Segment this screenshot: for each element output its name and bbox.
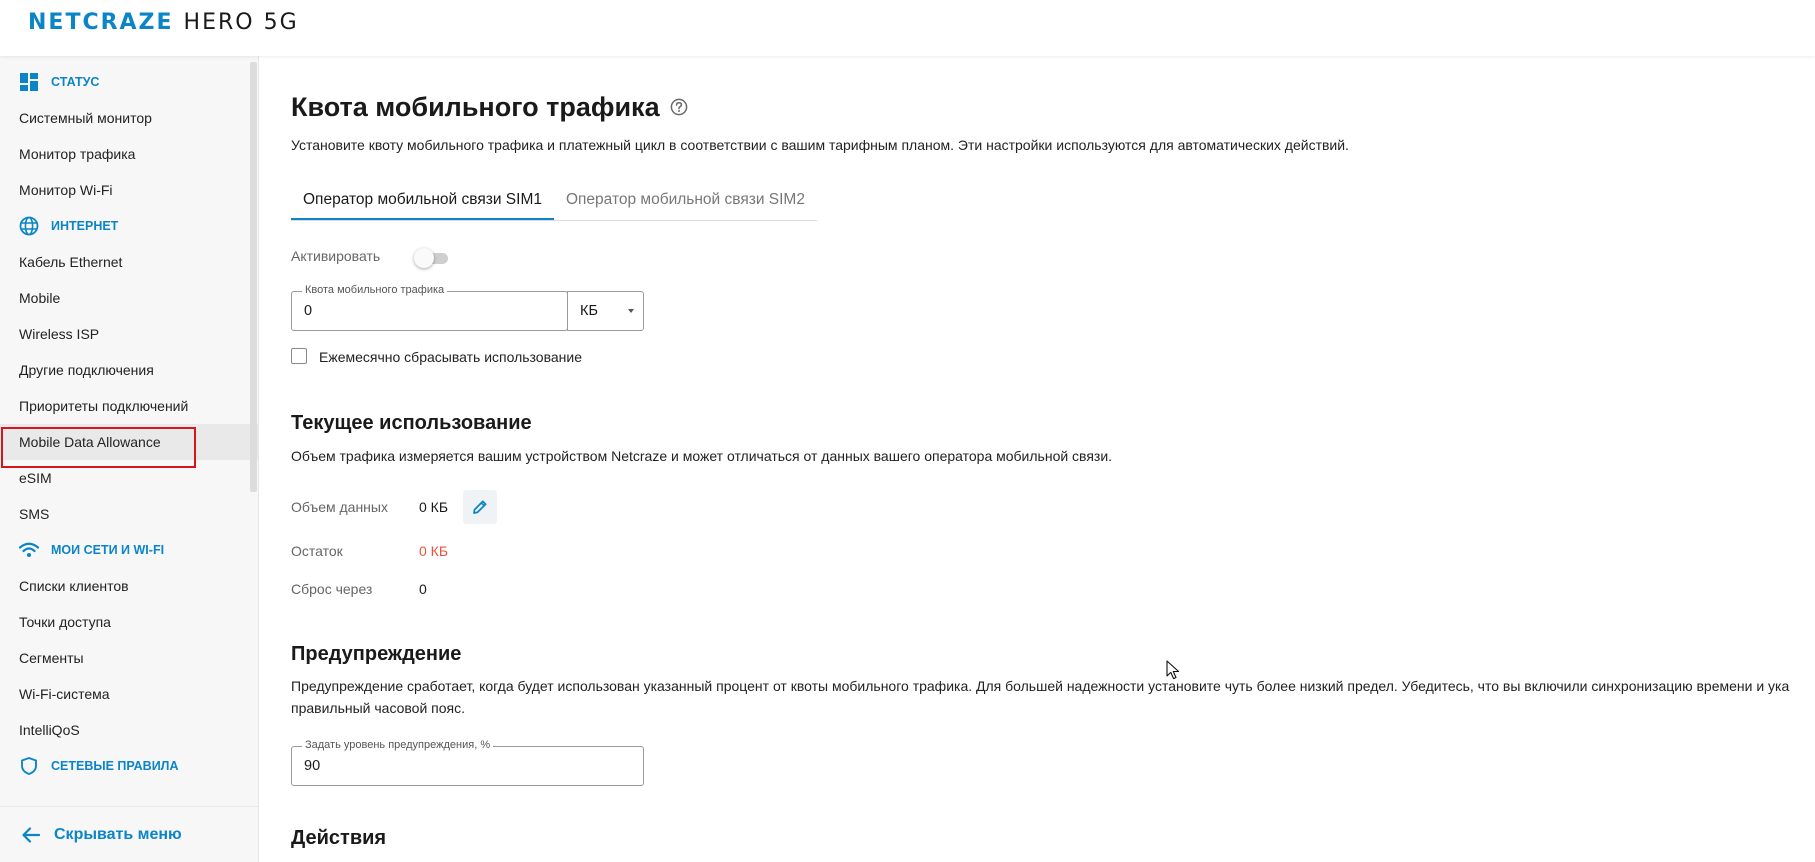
pencil-icon	[472, 499, 488, 515]
sidebar-section-my-networks[interactable]	[0, 532, 258, 568]
sim-tabs	[291, 180, 817, 221]
logo-model: HERO 5G	[183, 10, 299, 35]
sidebar-section-label: СЕТЕВЫЕ ПРАВИЛА	[51, 759, 179, 773]
data-volume-label: Объем данных	[291, 499, 388, 515]
main-content	[291, 56, 1815, 862]
remaining-label: Остаток	[291, 543, 343, 559]
sidebar-item-label: Mobile Data Allowance	[19, 434, 161, 450]
mouse-cursor-icon	[1166, 660, 1180, 680]
page-description: Установите квоту мобильного трафика и платежный цикл в соответствии с вашим тарифным планом. Эти настройки используются для автоматических действий.	[291, 137, 1349, 153]
sidebar-item-mobile[interactable]: Mobile	[19, 290, 61, 306]
sidebar-item-intelliqos[interactable]: IntelliQoS	[19, 722, 80, 738]
dashboard-icon	[19, 72, 39, 92]
globe-icon	[19, 216, 39, 236]
sidebar-item-sms[interactable]: SMS	[19, 506, 50, 522]
page-title	[291, 92, 688, 123]
sidebar-item-connection-priorities[interactable]: Приоритеты подключений	[19, 398, 189, 414]
quota-input-legend: Квота мобильного трафика	[302, 284, 447, 296]
quota-input-value: 0	[304, 303, 313, 319]
collapse-menu-label: Скрывать меню	[54, 825, 182, 843]
sidebar-item-wifi-monitor[interactable]: Монитор Wi-Fi	[19, 182, 113, 198]
sidebar-item-ethernet[interactable]: Кабель Ethernet	[19, 254, 123, 270]
sidebar-item-other-connections[interactable]: Другие подключения	[19, 362, 154, 378]
sidebar-section-label: СТАТУС	[51, 75, 100, 89]
sidebar-item-wifi-system[interactable]: Wi-Fi-система	[19, 686, 110, 702]
sidebar-scrollbar[interactable]	[250, 62, 258, 492]
reset-in-value: 0	[419, 581, 427, 597]
warning-level-legend: Задать уровень предупреждения, %	[302, 739, 493, 751]
reset-in-label: Сброс через	[291, 581, 373, 597]
help-icon[interactable]	[670, 92, 688, 123]
sidebar-item-segments[interactable]: Сегменты	[19, 650, 84, 666]
warning-description-line1: Предупреждение сработает, когда будет использован указанный процент от квоты мобильного трафика. Для большей надежности установите чуть более низкий предел. Убедитесь, что вы включили синхронизацию времени и ука	[291, 678, 1790, 694]
quota-input[interactable]	[291, 284, 568, 331]
remaining-value: 0 КБ	[419, 543, 449, 559]
activate-toggle[interactable]	[414, 248, 448, 268]
dropdown-arrow-icon	[628, 309, 634, 313]
sidebar-menu	[0, 56, 258, 806]
top-header	[0, 0, 1815, 56]
activate-label: Активировать	[291, 248, 381, 264]
tab-sim2[interactable]: Оператор мобильной связи SIM2	[565, 191, 805, 208]
logo-brand: NETCRAZE	[28, 10, 174, 35]
wifi-icon	[19, 540, 39, 560]
sidebar-item-access-points[interactable]: Точки доступа	[19, 614, 111, 630]
warning-heading: Предупреждение	[291, 643, 462, 665]
warning-level-input[interactable]	[291, 739, 644, 786]
sidebar-section-status[interactable]	[0, 64, 258, 100]
sidebar-section-network-rules[interactable]	[0, 748, 258, 784]
collapse-menu-button[interactable]	[0, 806, 258, 862]
sidebar-item-esim[interactable]: eSIM	[19, 470, 52, 486]
monthly-reset-label[interactable]: Ежемесячно сбрасывать использование	[319, 349, 582, 365]
data-volume-value: 0 КБ	[419, 499, 449, 515]
arrow-left-icon	[22, 827, 40, 843]
quota-unit-value: КБ	[580, 303, 598, 319]
shield-icon	[19, 756, 39, 776]
monthly-reset-checkbox[interactable]	[291, 348, 307, 364]
sidebar-item-system-monitor[interactable]: Системный монитор	[19, 110, 152, 126]
sidebar-item-traffic-monitor[interactable]: Монитор трафика	[19, 146, 136, 162]
edit-data-button[interactable]	[463, 490, 497, 524]
warning-description-line2: правильный часовой пояс.	[291, 700, 466, 716]
sidebar-section-internet[interactable]	[0, 208, 258, 244]
actions-heading: Действия	[291, 827, 387, 849]
sidebar	[0, 56, 259, 862]
logo[interactable]	[28, 10, 299, 35]
usage-heading: Текущее использование	[291, 412, 532, 434]
page-title-text: Квота мобильного трафика	[291, 92, 660, 122]
toggle-knob	[414, 248, 434, 268]
sidebar-item-wireless-isp[interactable]: Wireless ISP	[19, 326, 100, 342]
quota-unit-select[interactable]	[567, 291, 644, 331]
scrollbar-thumb[interactable]	[250, 62, 257, 492]
sidebar-section-label: МОИ СЕТИ И WI-FI	[51, 543, 165, 557]
warning-level-value: 90	[304, 758, 321, 774]
sidebar-item-mobile-data-allowance[interactable]	[0, 424, 258, 460]
usage-description: Объем трафика измеряется вашим устройством Netcraze и может отличаться от данных вашего оператора мобильной связи.	[291, 448, 1113, 464]
sidebar-item-client-lists[interactable]: Списки клиентов	[19, 578, 129, 594]
sidebar-section-label: ИНТЕРНЕТ	[51, 219, 119, 233]
tab-sim1[interactable]: Оператор мобильной связи SIM1	[291, 180, 554, 220]
